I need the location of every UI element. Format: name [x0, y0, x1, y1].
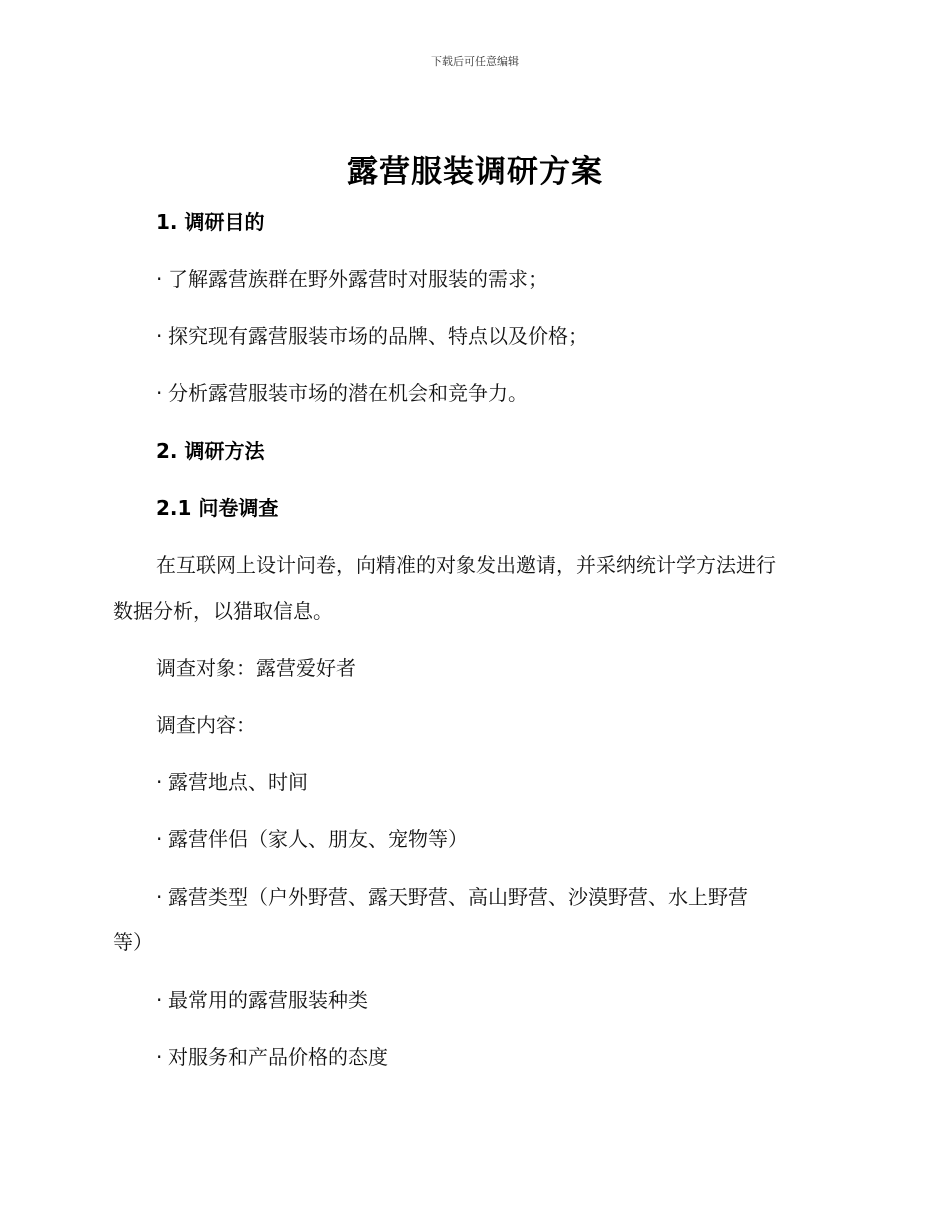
list-item-continuation: 等） — [113, 930, 153, 954]
section-heading-method: 2. 调研方法 — [156, 439, 265, 463]
document-title: 露营服装调研方案 — [347, 154, 603, 190]
survey-target: 调查对象：露营爱好者 — [156, 656, 356, 680]
list-item: · 分析露营服装市场的潜在机会和竞争力。 — [156, 379, 528, 407]
list-item: · 最常用的露营服装种类 — [156, 986, 368, 1014]
list-item: · 探究现有露营服装市场的品牌、特点以及价格； — [156, 322, 588, 350]
list-item: · 对服务和产品价格的态度 — [156, 1043, 388, 1071]
list-item: · 露营伴侣（家人、朋友、宠物等） — [156, 825, 468, 853]
subsection-heading-survey: 2.1 问卷调查 — [156, 496, 279, 520]
page-header-note: 下载后可任意编辑 — [431, 55, 519, 68]
paragraph-line: 数据分析，以猎取信息。 — [113, 599, 333, 623]
section-heading-purpose: 1. 调研目的 — [156, 210, 265, 234]
survey-content-label: 调查内容： — [156, 713, 256, 737]
list-item: · 了解露营族群在野外露营时对服装的需求； — [156, 265, 548, 293]
list-item: · 露营类型（户外野营、露天野营、高山野营、沙漠野营、水上野营 — [156, 883, 748, 911]
paragraph-line: 在互联网上设计问卷，向精准的对象发出邀请，并采纳统计学方法进行 — [156, 553, 776, 577]
list-item: · 露营地点、时间 — [156, 768, 308, 796]
